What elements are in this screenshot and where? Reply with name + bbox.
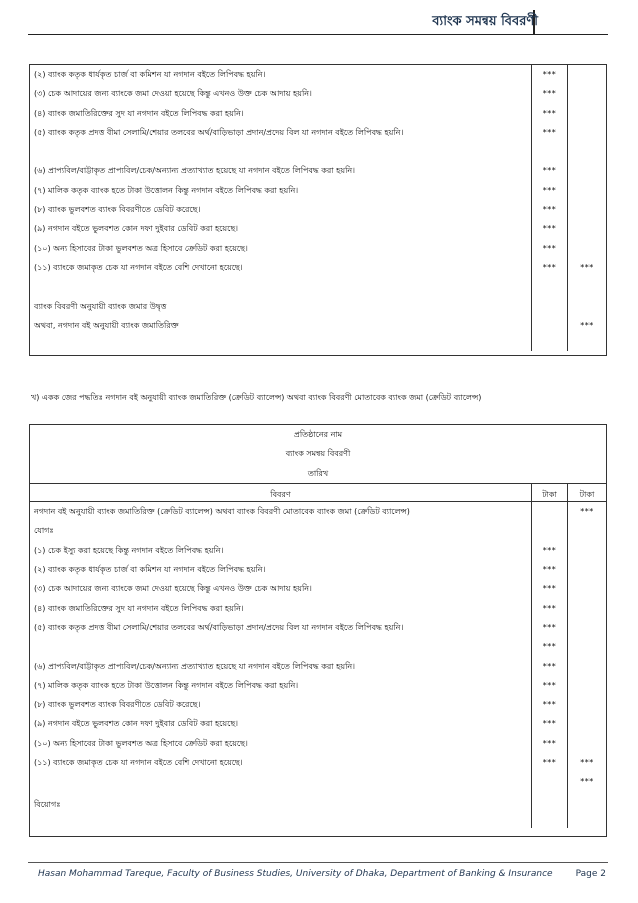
row-amount-1: [532, 161, 568, 180]
row-amount-2: [568, 65, 606, 84]
opening-balance-text: [30, 502, 532, 541]
add-label: যোগঃ: [34, 526, 54, 536]
row-description: (৮) ব্যাংক ভুলবশত ব্যাংক বিবরণীতে ডেবিট করেছে।: [30, 200, 532, 219]
row-amount-1-value: ***: [542, 622, 557, 632]
row-amount-1-value: ***: [542, 661, 557, 671]
row-amount-2: [568, 239, 606, 258]
subtotal-value: ***: [580, 777, 594, 787]
table-row: [30, 618, 606, 657]
row-amount-2: [568, 161, 606, 180]
table-row: [30, 181, 606, 200]
row-amount-2: [568, 676, 606, 695]
row-description: (২) ব্যাংক কতৃক ধার্যকৃত চার্জ বা কমিশন যা নগদান বইতে লিপিবদ্ধ হয়নি।: [30, 65, 532, 84]
row-amount-2: [568, 200, 606, 219]
page-number: Page 2: [575, 869, 606, 879]
column-header-row: [30, 483, 606, 502]
table2-filler-row: [30, 818, 606, 828]
balance-label-2: অথবা, নগদান বই অনুযায়ী ব্যাংক জমাতিরিক্ত: [30, 316, 532, 335]
reconciliation-statement-table: [29, 424, 607, 837]
table-row: [30, 753, 606, 772]
col-header-amount-2: টাকা: [579, 489, 595, 499]
row-description: (৭) মালিক কতৃক ব্যাংক হতে টাকা উত্তোলন কিন্তু নগদান বইতে লিপিবদ্ধ করা হয়নি।: [30, 181, 532, 200]
table-row: [30, 123, 606, 162]
subtotal-row: [30, 772, 606, 791]
row-amount-2: [568, 181, 606, 200]
balance-value: ***: [580, 320, 594, 330]
row-amount-1: [532, 618, 568, 657]
table-row: [30, 560, 606, 579]
row-amount-1: [532, 676, 568, 695]
table1-rows: [30, 65, 606, 277]
statement-title: ব্যাংক সমন্বয় বিবরণী: [285, 449, 351, 459]
table-row: [30, 65, 606, 84]
row-amount-2: ***: [580, 262, 594, 272]
row-amount-1: [532, 65, 568, 84]
reconciliation-table-continued: [29, 64, 607, 356]
row-description: (৪) ব্যাংক জমাতিরিক্তের সুদ যা নগদান বইতে লিপিবদ্ধ করা হয়নি।: [30, 104, 532, 123]
row-amount-2: [568, 560, 606, 579]
row-amount-1-value: ***: [542, 70, 557, 79]
row-amount-2: [568, 695, 606, 714]
opening-balance-value: ***: [580, 507, 594, 517]
table-row: [30, 161, 606, 180]
row-amount-1-value: ***: [542, 700, 557, 710]
opening-balance-label: নগদান বই অনুযায়ী ব্যাংক জমাতিরিক্ত (ক্রেডিট ব্যালেন্স) অথবা ব্যাংক বিবরণী মোতাবেক ব্যাংক জমা (ক্রেডিট ব্যালেন্স): [34, 507, 410, 517]
row-amount-1: [532, 239, 568, 258]
row-amount-2: [568, 84, 606, 103]
row-description: (১০) অন্য হিসাবের টাকা ভুলবশত অত্র হিসাবে ক্রেডিট করা হয়েছে।: [30, 734, 532, 753]
row-amount-1: [532, 219, 568, 238]
row-amount-2: [568, 657, 606, 676]
row-description: (৯) নগদান বইতে ভুলবশত কোন দফা দুইবার ডেবিট করা হয়েছে।: [30, 714, 532, 733]
row-description: (৯) নগদান বইতে ভুলবশত কোন দফা দুইবার ডেবিট করা হয়েছে।: [30, 219, 532, 238]
table-row: [30, 239, 606, 258]
col-header-amount-1: টাকা: [532, 484, 568, 501]
row-amount-2: [568, 123, 606, 162]
row-amount-1-value: ***: [542, 719, 557, 729]
row-amount-1-value: ***: [542, 224, 557, 234]
row-amount-2: [568, 599, 606, 618]
row-amount-1: [532, 734, 568, 753]
table-row: [30, 104, 606, 123]
row-amount-1-value: ***: [542, 262, 557, 272]
row-amount-1-value: ***: [542, 127, 557, 137]
opening-balance-row: [30, 502, 606, 541]
table-row: [30, 734, 606, 753]
row-description: (৪) ব্যাংক জমাতিরিক্তের সুদ যা নগদান বইতে লিপিবদ্ধ করা হয়নি।: [30, 599, 532, 618]
row-amount-1: [532, 657, 568, 676]
less-row: [30, 792, 606, 818]
row-amount-1: [532, 541, 568, 560]
table-row: [30, 200, 606, 219]
row-amount-2: [568, 579, 606, 598]
row-amount-2: [568, 734, 606, 753]
table-row: [30, 219, 606, 238]
row-amount-1: [532, 695, 568, 714]
table2-rows: [30, 541, 606, 773]
method-paragraph: খ) একক জের পদ্ধতিঃ নগদান বই অনুযায়ী ব্যাংক জমাতিরিক্ত (ক্রেডিট ব্যালেন্স) অথবা ব্যাংক বিবরণী মোতাবেক ব্যাংক জমা (ক্রেডিট ব্যালেন্স): [31, 393, 482, 402]
row-description: (৫) ব্যাংক কতৃক প্রদত্ত বীমা সেলামি/শেয়ার তলবের অর্থ/বাড়িভাড়া প্রদান/প্রদেয় বিল যা নগদান বইতে লিপিবদ্ধ হয়নি।: [30, 618, 532, 657]
row-amount-1: [532, 123, 568, 162]
row-amount-1-value: ***: [542, 243, 557, 253]
less-label: বিয়োগঃ: [30, 792, 532, 818]
row-description: (১১) ব্যাংকে জমাকৃত চেক যা নগদান বইতে বেশি দেখানো হয়েছে।: [30, 258, 532, 277]
row-amount-1-value: ***: [542, 680, 557, 690]
row-amount-2: [568, 541, 606, 560]
row-description: (৮) ব্যাংক ভুলবশত ব্যাংক বিবরণীতে ডেবিট করেছে।: [30, 695, 532, 714]
page-header-title: ব্যাংক সমন্বয় বিবরণী: [432, 14, 538, 29]
table-row: [30, 599, 606, 618]
balance-row-1: [30, 297, 606, 316]
row-amount-1: [532, 104, 568, 123]
balance-label-1: ব্যাংক বিবরণী অনুযায়ী ব্যাংক জমার উদ্বৃত্ত: [30, 297, 532, 316]
table-row: [30, 695, 606, 714]
row-amount-1-value: ***: [542, 738, 557, 748]
row-amount-1: [532, 753, 568, 772]
table-spacer-row: [30, 277, 606, 296]
row-amount-1-value: ***: [542, 205, 557, 215]
table-row: [30, 657, 606, 676]
row-amount-1-value-2: ***: [542, 642, 557, 652]
table-row: [30, 579, 606, 598]
table-filler-row: [30, 335, 606, 351]
table-row: [30, 714, 606, 733]
table-row: [30, 258, 606, 277]
row-amount-1-value: ***: [542, 603, 557, 613]
row-amount-1: [532, 560, 568, 579]
row-amount-1-value: ***: [542, 89, 557, 99]
page-footer: [38, 869, 608, 879]
row-amount-1: [532, 714, 568, 733]
balance-row-2: [30, 316, 606, 335]
row-description: (১১) ব্যাংকে জমাকৃত চেক যা নগদান বইতে বেশি দেখানো হয়েছে।: [30, 753, 532, 772]
row-amount-1: [532, 599, 568, 618]
row-amount-1: [532, 200, 568, 219]
row-amount-1: [532, 181, 568, 200]
header-rule: [28, 34, 608, 35]
row-amount-2: ***: [580, 758, 594, 768]
row-description: (১) চেক ইস্যু করা হয়েছে কিন্তু নগদান বইতে লিপিবদ্ধ হয়নি।: [30, 541, 532, 560]
row-description: (৬) প্রাপ্যবিল/বাট্টাকৃত প্রাপ্যবিল/চেক/অন্যান্য প্রত্যাখ্যাত হয়েছে যা নগদান বইতে লিপিবদ্ধ করা হয়নি।: [30, 657, 532, 676]
table-row: [30, 676, 606, 695]
row-description: (১০) অন্য হিসাবের টাকা ভুলবশত অত্র হিসাবে ক্রেডিট করা হয়েছে।: [30, 239, 532, 258]
row-amount-2: [568, 219, 606, 238]
statement-body: [30, 502, 606, 829]
row-amount-1-value: ***: [542, 565, 557, 575]
row-amount-1-value: ***: [542, 584, 557, 594]
org-name: প্রতিষ্ঠানের নাম: [293, 430, 343, 439]
row-amount-1-value: ***: [542, 185, 557, 195]
row-amount-1: [532, 579, 568, 598]
row-amount-2: [568, 714, 606, 733]
row-amount-2: [568, 618, 606, 657]
row-description: (৬) প্রাপ্যবিল/বাট্টাকৃত প্রাপ্যবিল/চেক/অন্যান্য প্রত্যাখ্যাত হয়েছে যা নগদান বইতে লিপিবদ্ধ করা হয়নি।: [30, 161, 532, 180]
footer-rule: [28, 862, 608, 863]
row-amount-1: [532, 84, 568, 103]
row-description: (৫) ব্যাংক কতৃক প্রদত্ত বীমা সেলামি/শেয়ার তলবের অর্থ/বাড়িভাড়া প্রদান/প্রদেয় বিল যা নগদান বইতে লিপিবদ্ধ হয়নি।: [30, 123, 532, 162]
footer-credit: Hasan Mohammad Tareque, Faculty of Business Studies, University of Dhaka, Department of Banking & Insurance: [38, 869, 553, 879]
row-description: (২) ব্যাংক কতৃক ধার্যকৃত চার্জ বা কমিশন যা নগদান বইতে লিপিবদ্ধ হয়নি।: [30, 560, 532, 579]
row-amount-1: [532, 258, 568, 277]
row-description: (৩) চেক আদায়ের জন্য ব্যাংকে জমা দেওয়া হয়েছে কিন্তু এখনও উক্ত চেক আদায় হয়নি।: [30, 579, 532, 598]
date-label: তারিখ: [307, 468, 329, 478]
table-row: [30, 541, 606, 560]
row-amount-1-value: ***: [542, 758, 557, 768]
row-amount-2: [568, 104, 606, 123]
row-amount-1-value: ***: [542, 545, 557, 555]
row-amount-1-value: ***: [542, 108, 557, 118]
row-amount-1-value: ***: [542, 166, 557, 176]
table-row: [30, 84, 606, 103]
row-description: (৭) মালিক কতৃক ব্যাংক হতে টাকা উত্তোলন কিন্তু নগদান বইতে লিপিবদ্ধ করা হয়নি।: [30, 676, 532, 695]
col-header-description: বিবরণ: [30, 484, 532, 501]
row-description: (৩) চেক আদায়ের জন্য ব্যাংকে জমা দেওয়া হয়েছে কিন্তু এখনও উক্ত চেক আদায় হয়নি।: [30, 84, 532, 103]
